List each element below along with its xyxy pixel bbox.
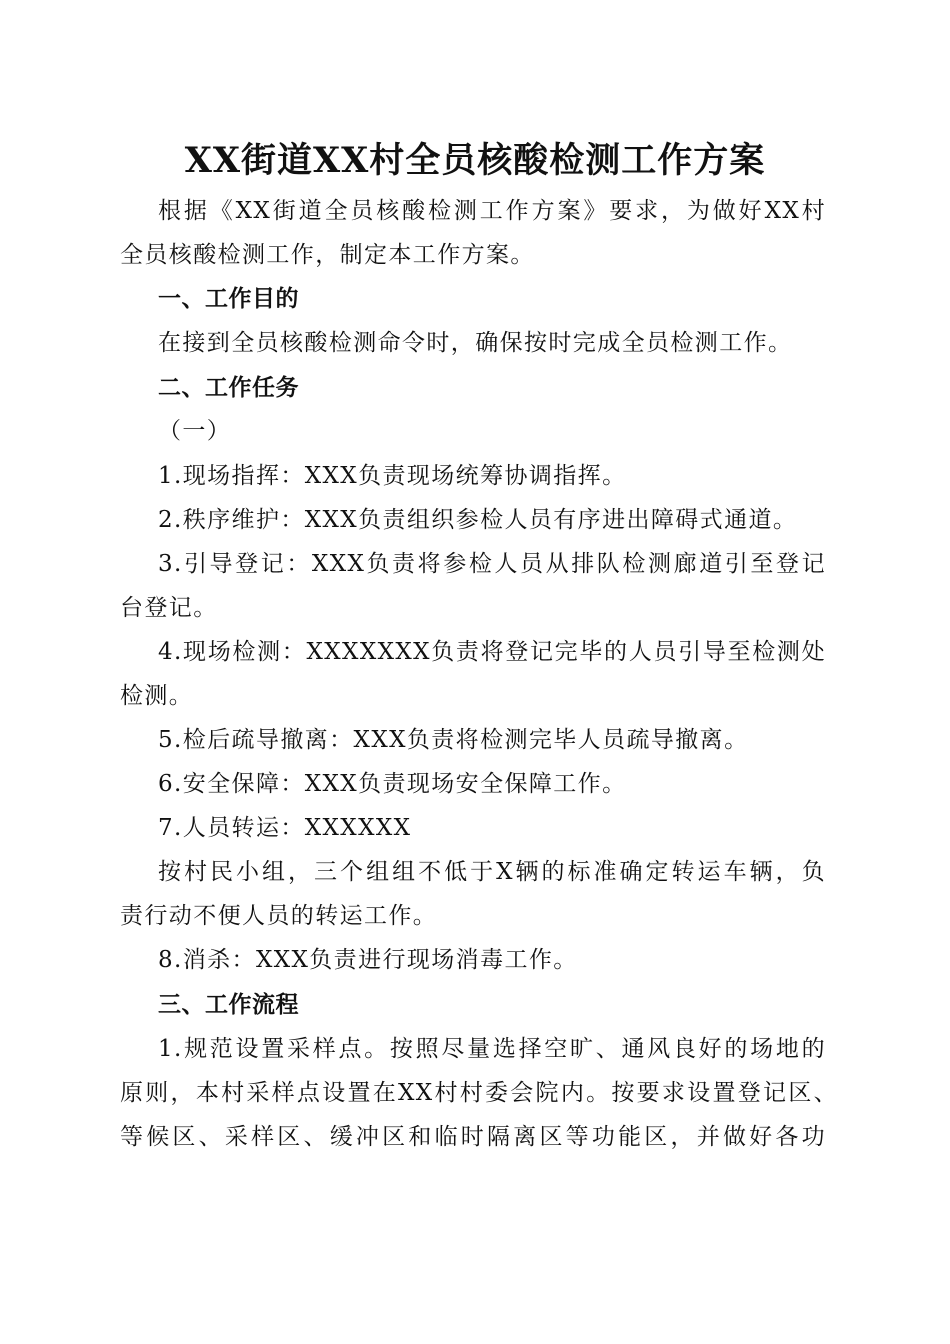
task-item-4-line-2: 检测。 (120, 683, 194, 709)
task-item-3-line-1: 3.引导登记：XXX负责将参检人员从排队检测廊道引至登记 (158, 551, 826, 577)
section-3-heading: 三、工作流程 (158, 992, 299, 1018)
section-2-heading: 二、工作任务 (158, 375, 299, 401)
process-paragraph-1-line-3: 等候区、采样区、缓冲区和临时隔离区等功能区，并做好各功 (120, 1124, 826, 1150)
section-1-heading: 一、工作目的 (158, 286, 299, 312)
document-title: XX街道XX村全员核酸检测工作方案 (184, 140, 766, 181)
task-item-4-line-1: 4.现场检测：XXXXXXX负责将登记完毕的人员引导至检测处 (158, 639, 826, 665)
task-item-1: 1.现场指挥：XXX负责现场统筹协调指挥。 (158, 463, 627, 489)
task-item-6: 6.安全保障：XXX负责现场安全保障工作。 (158, 771, 627, 797)
process-paragraph-1-line-1: 1.规范设置采样点。按照尽量选择空旷、通风良好的场地的 (158, 1036, 826, 1062)
task-item-3-line-2: 台登记。 (120, 595, 218, 621)
task-item-7-detail-line-2: 责行动不便人员的转运工作。 (120, 903, 438, 929)
task-item-7-detail-line-1: 按村民小组，三个组组不低于X辆的标准确定转运车辆，负 (158, 859, 826, 885)
section-2-subheading: （一） (158, 418, 232, 444)
intro-line-2: 全员核酸检测工作，制定本工作方案。 (120, 242, 535, 268)
task-item-2: 2.秩序维护：XXX负责组织参检人员有序进出障碍式通道。 (158, 507, 798, 533)
process-paragraph-1-line-2: 原则，本村采样点设置在XX村村委会院内。按要求设置登记区、 (120, 1080, 838, 1106)
task-item-7: 7.人员转运：XXXXXX (158, 815, 412, 841)
intro-line-1: 根据《XX街道全员核酸检测工作方案》要求，为做好XX村 (158, 198, 826, 224)
task-item-5: 5.检后疏导撤离：XXX负责将检测完毕人员疏导撤离。 (158, 727, 749, 753)
section-1-text: 在接到全员核酸检测命令时，确保按时完成全员检测工作。 (158, 330, 793, 356)
task-item-8: 8.消杀：XXX负责进行现场消毒工作。 (158, 947, 578, 973)
